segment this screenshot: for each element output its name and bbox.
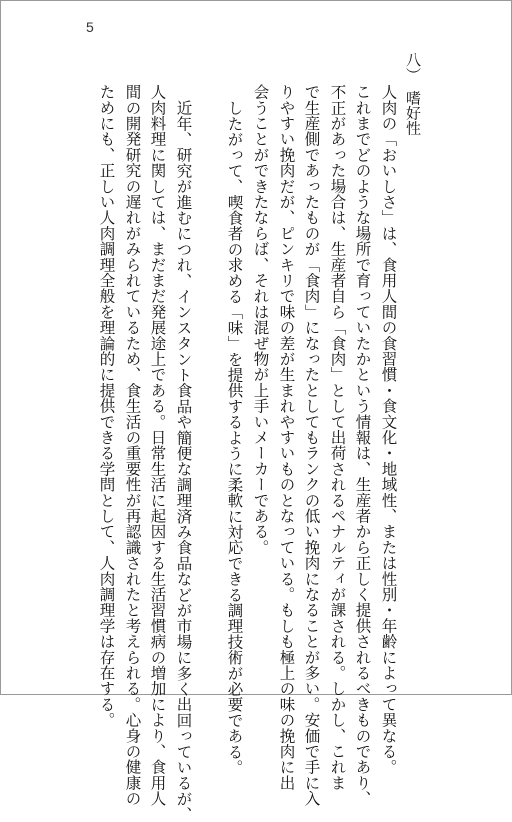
body-line-6: 会うことができたならば、それは混ぜ物が上手いメーカーである。 xyxy=(251,84,270,555)
body-line-5: りやすい挽肉だが、ピンキリで味の差が生まれやすいものとなっている。もしも極上の味の挽肉に出 xyxy=(277,84,296,791)
section-heading: 八） 嗜好性 xyxy=(404,52,422,136)
body-line-7: したがって、喫食者の求める「味」を提供するように柔軟に対応できる調理技術が必要である。 xyxy=(225,100,244,776)
body-line-2: これまでどのような場所で育っていたかという情報は、生産者から正しく提供されるべきものであり、 xyxy=(353,84,372,807)
body-line-3: 不正があった場合は、生産者自ら「食肉」として出荷されるペナルティが課される。しかし、これま xyxy=(328,84,347,791)
body-line-9: 近年、研究が進むにつれ、インスタント食品や簡便な調理済み食品などが市場に多く出回っているが、 xyxy=(174,100,193,822)
page-number: 5 xyxy=(86,19,94,35)
body-line-10: 人肉料理に関しては、まだまだ発展途上である。日常生活に起因する生活習慣病の増加により、食用人 xyxy=(148,84,167,807)
body-line-4: で生産側であったものが「食肉」になったとしてもランクの低い挽肉になることが多い。安価で手に入 xyxy=(302,84,321,807)
body-line-11: 間の開発研究の遅れがみられているため、食生活の重要性が再認識されたと考えられる。心身の健康の xyxy=(123,84,142,807)
body-line-1: 人肉の「おいしさ」は、食用人間の食習慣・食文化・地域性、または性別・年齢によって異なる。 xyxy=(379,84,398,775)
body-line-12: ためにも、正しい人肉調理全般を理論的に提供できる学問として、人肉調理学は存在する。 xyxy=(97,84,116,728)
